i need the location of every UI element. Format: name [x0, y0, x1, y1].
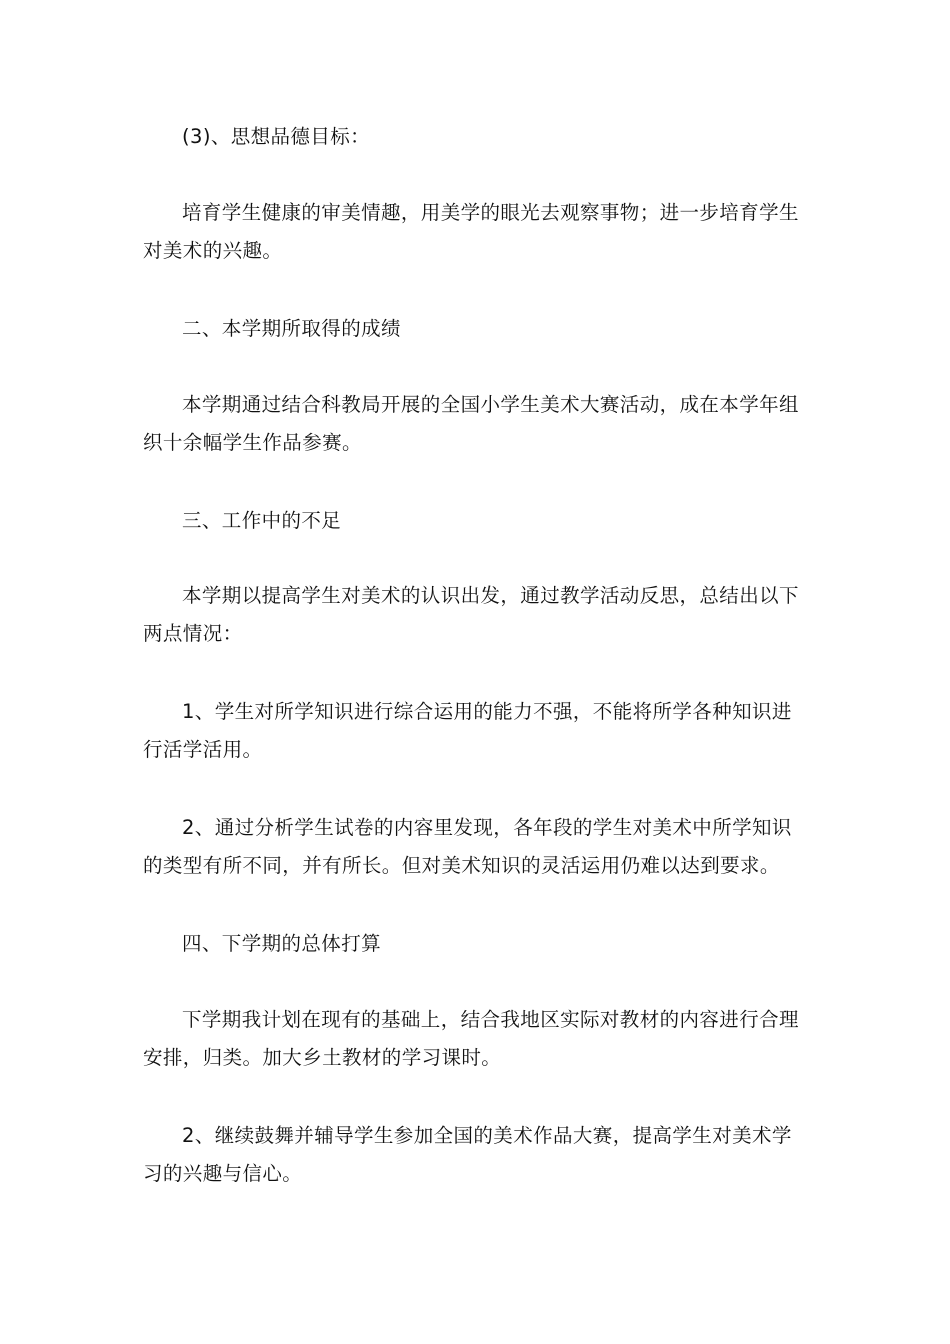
paragraph-shortcoming-2: 2、通过分析学生试卷的内容里发现，各年段的学生对美术中所学知识的类型有所不同，并有所长。但对美术知识的灵活运用仍难以达到要求。: [143, 816, 792, 877]
paragraph-plan-2: 2、继续鼓舞并辅导学生参加全国的美术作品大赛，提高学生对美术学习的兴趣与信心。: [143, 1124, 792, 1185]
paragraph-achievements: 本学期通过结合科教局开展的全国小学生美术大赛活动，成在本学年组织十余幅学生作品参赛。: [143, 393, 799, 454]
paragraph-shortcomings-intro: 本学期以提高学生对美术的认识出发，通过教学活动反思，总结出以下两点情况：: [143, 584, 799, 645]
section-heading-shortcomings: 三、工作中的不足: [182, 509, 342, 532]
section-heading-achievements: 二、本学期所取得的成绩: [182, 317, 401, 340]
paragraph-shortcoming-1: 1、学生对所学知识进行综合运用的能力不强，不能将所学各种知识进行活学活用。: [143, 700, 792, 761]
paragraph-plan-1: 下学期我计划在现有的基础上，结合我地区实际对教材的内容进行合理安排，归类。加大乡土教材的学习课时。: [143, 1008, 799, 1069]
paragraph-goal-content: 培育学生健康的审美情趣，用美学的眼光去观察事物；进一步培育学生对美术的兴趣。: [143, 201, 799, 262]
goal-heading: (3)、思想品德目标：: [182, 125, 371, 148]
section-heading-next-term-plan: 四、下学期的总体打算: [182, 932, 382, 955]
